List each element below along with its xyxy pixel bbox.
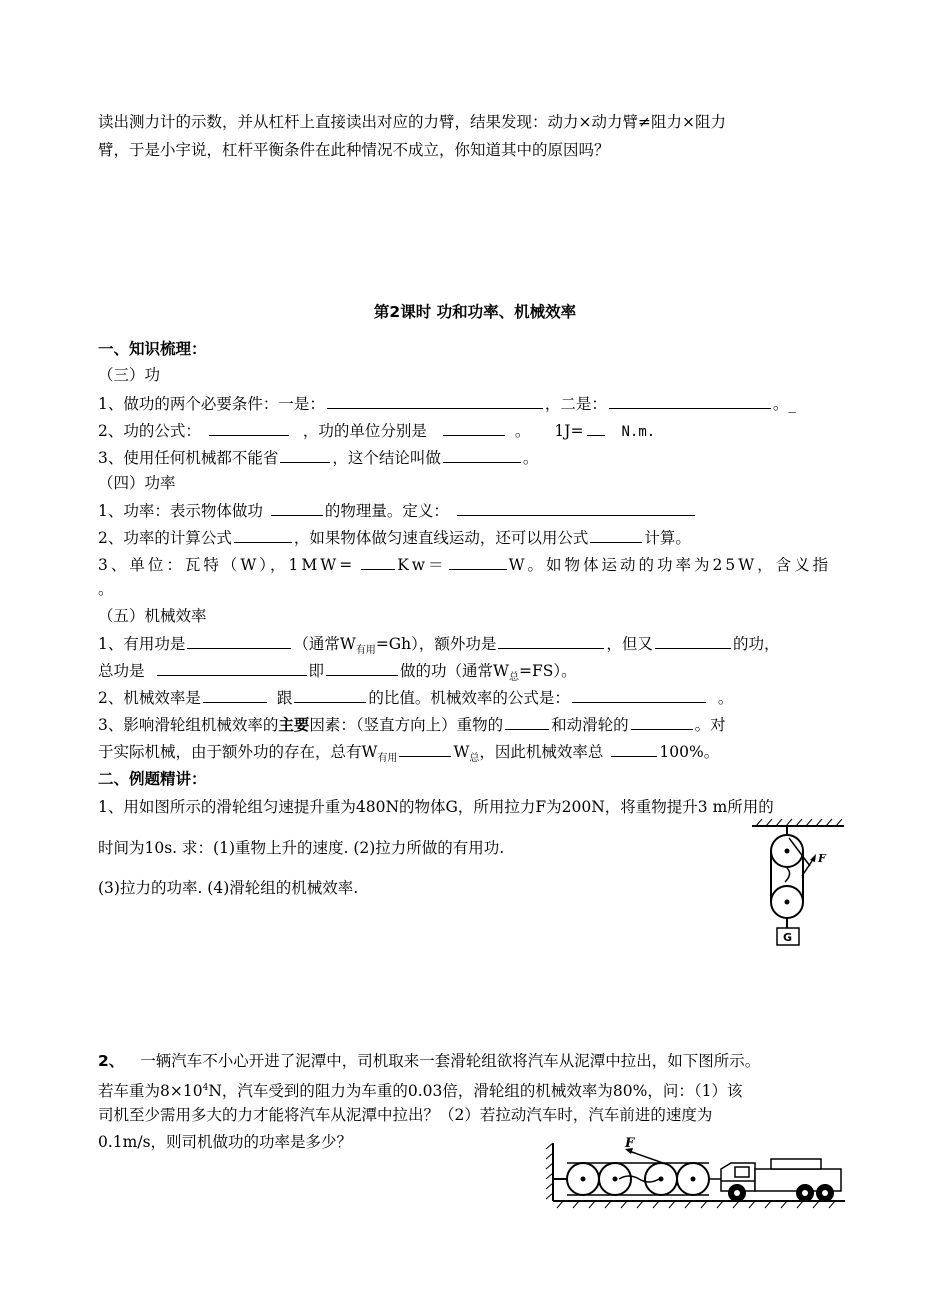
eff-q1-h: 做的功（通常W	[400, 662, 509, 680]
power-q3-c: W。如物体运动的功率为25W，含义指	[508, 556, 832, 574]
eff-q1-g: 即	[308, 662, 325, 680]
power-q2-c: 计算。	[644, 529, 691, 547]
answer-blank[interactable]	[157, 659, 307, 676]
pull-arrow	[629, 1151, 663, 1163]
eff-q3-a: 3、影响滑轮组机械效率的	[98, 716, 279, 734]
work-q1-c: 。_	[772, 395, 797, 413]
work-q3-b: ，这个结论叫做	[332, 449, 441, 467]
eff-q3-c: 和动滑轮的	[551, 716, 629, 734]
ex2-line-4: 0.1m/s，则司机做功的功率是多少？	[98, 1133, 353, 1151]
eff-q1-b: （通常W	[293, 635, 356, 653]
work-q2	[98, 419, 655, 443]
weight-label: G	[783, 931, 793, 944]
answer-blank[interactable]	[280, 446, 330, 463]
answer-blank[interactable]	[294, 686, 366, 703]
power-q1	[98, 499, 697, 522]
work-q2-c: 。	[514, 422, 531, 440]
power-q1-b: 的物理量。定义：	[324, 502, 449, 520]
answer-blank[interactable]	[611, 740, 657, 757]
eff-q3-h: 100%。	[659, 743, 720, 761]
answer-blank[interactable]	[327, 392, 543, 409]
answer-blank[interactable]	[457, 499, 695, 516]
section2-heading: 二、例题精讲：	[98, 770, 207, 788]
section1-heading: 一、知识梳理：	[98, 340, 207, 358]
ex1-line-2: 时间为10s. 求：(1)重物上升的速度. (2)拉力所做的有用功.	[98, 839, 505, 857]
answer-blank[interactable]	[587, 419, 605, 436]
work-q3	[98, 446, 538, 469]
answer-blank[interactable]	[443, 419, 505, 436]
ex2-line-2	[98, 1077, 742, 1102]
answer-blank[interactable]	[505, 713, 549, 730]
work-q3-a: 3、使用任何机械都不能省	[98, 449, 279, 467]
answer-blank[interactable]	[187, 632, 291, 649]
eff-q3-f: W	[453, 743, 470, 761]
eff-q3-e-sub: 有用	[377, 753, 398, 765]
power-q3-a: 3、单位：瓦特（W），1MW=	[98, 556, 356, 574]
efficiency-q2	[98, 686, 733, 709]
ceiling-hatch	[756, 819, 842, 826]
work-q1-b: ，二是：	[544, 395, 607, 413]
lesson-title: 第2课时 功和功率、机械效率	[373, 303, 577, 321]
ex2-text-2a: 若车重为8×10	[98, 1082, 203, 1101]
answer-blank[interactable]	[203, 686, 267, 703]
eff-q3-b: 因素：（竖直方向上）重物的	[309, 716, 504, 734]
answer-blank[interactable]	[498, 632, 604, 649]
eff-q2-d: 。	[717, 689, 734, 707]
eff-q1-i: =FS）。	[518, 662, 577, 680]
force-label: F	[818, 852, 826, 865]
answer-blank[interactable]	[361, 553, 395, 570]
answer-blank[interactable]	[572, 686, 706, 703]
ex1-line-3: (3)拉力的功率. (4)滑轮组的机械效率.	[98, 879, 359, 897]
answer-blank[interactable]	[209, 419, 289, 436]
eff-q1-d: ，但又	[606, 635, 653, 653]
eff-q1-f: 总功是	[98, 662, 145, 680]
pull-force-label: F	[625, 1136, 635, 1151]
ex2-line-3: 司机至少需用多大的力才能将汽车从泥潭中拉出？（2）若拉动汽车时，汽车前进的速度为	[98, 1106, 713, 1124]
wall-hatch	[546, 1143, 553, 1199]
eff-q1-b-sub: 有用	[355, 645, 376, 657]
eff-q1-h-sub: 总	[508, 672, 519, 684]
eff-q2-a: 2、机械效率是	[98, 689, 201, 707]
power-q2	[98, 526, 691, 549]
ex2-number: 2、	[98, 1052, 125, 1070]
efficiency-q1	[98, 632, 779, 662]
eff-q3-g: ，因此机械效率总	[479, 743, 604, 761]
answer-blank[interactable]	[655, 632, 731, 649]
eff-q2-c: 的比值。机械效率的公式是：	[368, 689, 570, 707]
power-heading: （四）功率	[98, 474, 176, 492]
answer-blank[interactable]	[326, 659, 398, 676]
power-q1-a: 1、功率：表示物体做功	[98, 502, 263, 520]
power-q2-a: 2、功率的计算公式	[98, 529, 232, 547]
power-q3-b: Kw＝	[397, 556, 447, 574]
ex2-line-1	[98, 1050, 760, 1072]
answer-blank[interactable]	[399, 740, 451, 757]
answer-blank[interactable]	[449, 553, 507, 570]
ex1-line-1: 1、用如图所示的滑轮组匀速提升重为480N的物体G，所用拉力F为200N，将重物提升3 m所用的	[98, 798, 774, 816]
ex2-text-1: 一辆汽车不小心开进了泥潭中，司机取来一套滑轮组欲将汽车从泥潭中拉出，如下图所示。	[140, 1052, 761, 1070]
ex2-text-2sup: 4	[202, 1083, 209, 1093]
efficiency-q3	[98, 713, 726, 736]
answer-blank[interactable]	[234, 526, 292, 543]
work-q2-e: N.m.	[621, 424, 656, 440]
work-q2-a: 2、功的公式：	[98, 422, 201, 440]
efficiency-q3-cont	[98, 740, 719, 770]
power-q3-end: 。	[98, 580, 114, 598]
work-q2-b: ，功的单位分别是	[302, 422, 427, 440]
answer-blank[interactable]	[271, 499, 323, 516]
eff-q3-d: 。对	[694, 716, 726, 734]
power-q3	[98, 553, 831, 576]
ex2-text-2b: N，汽车受到的阻力为车重的0.03倍，滑轮组的机械效率为80%，问：（1）该	[208, 1082, 743, 1101]
work-q1-a: 1、做功的两个必要条件：一是：	[98, 395, 325, 413]
answer-blank[interactable]	[590, 526, 642, 543]
eff-q1-e: 的功，	[732, 635, 780, 653]
intro-line-1: 读出测力计的示数，并从杠杆上直接读出对应的力臂，结果发现：动力×动力臂≠阻力×阻力	[98, 113, 726, 131]
eff-q3-f-sub: 总	[469, 753, 480, 765]
eff-q3-bold: 主要	[278, 716, 310, 734]
eff-q1-a: 1、有用功是	[98, 635, 186, 653]
power-q2-b: ，如果物体做匀速直线运动，还可以用公式	[293, 529, 589, 547]
answer-blank[interactable]	[443, 446, 521, 463]
answer-blank[interactable]	[631, 713, 693, 730]
truck-pulley-figure	[545, 1133, 850, 1213]
efficiency-q1-cont	[98, 659, 577, 689]
efficiency-heading: （五）机械效率	[98, 607, 207, 625]
work-q1	[98, 392, 796, 415]
ground-hatch	[557, 1201, 835, 1208]
pulley-figure	[748, 818, 858, 950]
intro-line-2: 臂，于是小宇说，杠杆平衡条件在此种情况不成立，你知道其中的原因吗？	[98, 141, 610, 159]
work-q3-c: 。	[522, 449, 539, 467]
eff-q1-c: =Gh），额外功是	[375, 635, 497, 653]
answer-blank[interactable]	[609, 392, 771, 409]
work-q2-d: 1J=	[554, 422, 584, 440]
eff-q2-b: 跟	[276, 689, 293, 707]
work-heading: （三）功	[98, 366, 161, 384]
eff-q3-e: 于实际机械，由于额外功的存在，总有W	[98, 743, 378, 761]
